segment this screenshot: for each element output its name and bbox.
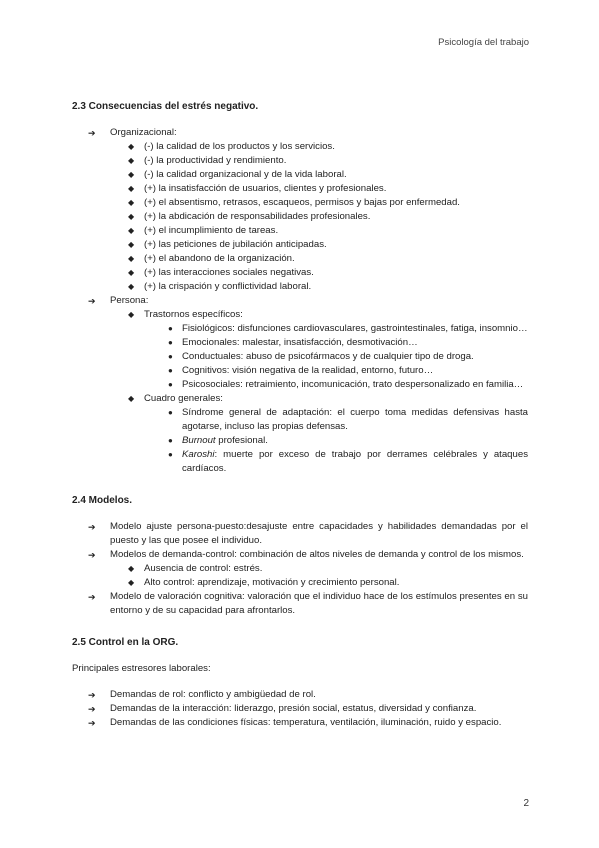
- list-item: [72, 520, 528, 548]
- persona-sublist: [110, 308, 528, 476]
- list-item: [72, 562, 528, 576]
- list-item: [72, 688, 528, 702]
- emphasis-term: Karoshi: [182, 449, 215, 460]
- list-item: [72, 590, 528, 618]
- list-item: [72, 224, 528, 238]
- arrow-bullet-icon: ➔: [88, 296, 96, 306]
- diamond-bullet-icon: ◆: [128, 254, 135, 263]
- list-item-text: Conductuales: abuso de psicofármacos y de cualquier tipo de droga.: [182, 351, 474, 362]
- list-item: [72, 168, 528, 182]
- list-item: [72, 448, 528, 476]
- demanda-control-sublist: [110, 562, 528, 590]
- list-item-text: (-) la calidad de los productos y los servicios.: [144, 141, 335, 152]
- list-item-text: Modelo de valoración cognitiva: valoración que el individuo hace de los estímulos presentes en su entorno y de su capacidad para afrontarlos.: [110, 591, 528, 616]
- list-item-text: (+) la abdicación de responsabilidades profesionales.: [144, 211, 371, 222]
- list-item: [72, 322, 528, 336]
- list-item-text: (-) la calidad organizacional y de la vida laboral.: [144, 169, 347, 180]
- list-item-text: Emocionales: malestar, insatisfacción, desmotivación…: [182, 337, 418, 348]
- arrow-bullet-icon: ➔: [88, 718, 96, 728]
- list-item-organizacional: [72, 126, 528, 294]
- list-item: [72, 266, 528, 280]
- list-item-text: (+) la insatisfacción de usuarios, clientes y profesionales.: [144, 183, 387, 194]
- diamond-bullet-icon: ◆: [128, 394, 135, 403]
- list-item-text: (+) las interacciones sociales negativas.: [144, 267, 314, 278]
- list-item: [72, 210, 528, 224]
- list-item: [72, 548, 528, 590]
- list-item-text: (+) el absentismo, retrasos, escaqueos, permisos y bajas por enfermedad.: [144, 197, 460, 208]
- list-item-cuadro: [72, 392, 528, 476]
- diamond-bullet-icon: ◆: [128, 184, 135, 193]
- diamond-bullet-icon: ◆: [128, 310, 135, 319]
- list-item: [72, 140, 528, 154]
- list-item-label: Organizacional:: [110, 127, 177, 138]
- list-item-text: Síndrome general de adaptación: el cuerpo toma medidas defensivas hasta agotarse, incluso las propias defensas.: [182, 407, 528, 432]
- list-item-text: (+) el abandono de la organización.: [144, 253, 295, 264]
- trastornos-sublist: [144, 322, 528, 392]
- running-header: Psicología del trabajo: [438, 37, 529, 48]
- arrow-bullet-icon: ➔: [88, 128, 96, 138]
- models-list: [72, 520, 528, 618]
- diamond-bullet-icon: ◆: [128, 156, 135, 165]
- diamond-bullet-icon: ◆: [128, 226, 135, 235]
- diamond-bullet-icon: ◆: [128, 240, 135, 249]
- dot-bullet-icon: ●: [168, 408, 173, 417]
- list-item-text: Ausencia de control: estrés.: [144, 563, 263, 574]
- diamond-bullet-icon: ◆: [128, 564, 135, 573]
- diamond-bullet-icon: ◆: [128, 282, 135, 291]
- dot-bullet-icon: ●: [168, 380, 173, 389]
- list-item-text: Modelos de demanda-control: combinación de altos niveles de demanda y control de los mismos.: [110, 549, 524, 560]
- list-item: [72, 576, 528, 590]
- list-item-text: Fisiológicos: disfunciones cardiovasculares, gastrointestinales, fatiga, insomnio…: [182, 323, 528, 334]
- diamond-bullet-icon: ◆: [128, 212, 135, 221]
- list-item-text: Alto control: aprendizaje, motivación y crecimiento personal.: [144, 577, 400, 588]
- list-item-text: profesional.: [215, 435, 268, 446]
- dot-bullet-icon: ●: [168, 450, 173, 459]
- list-item-text: Demandas de la interacción: liderazgo, presión social, estatus, diversidad y confianza.: [110, 703, 477, 714]
- dot-bullet-icon: ●: [168, 366, 173, 375]
- dot-bullet-icon: ●: [168, 338, 173, 347]
- list-item: [72, 350, 528, 364]
- list-item-label: Persona:: [110, 295, 149, 306]
- list-item-text: Demandas de las condiciones físicas: temperatura, ventilación, iluminación, ruido y espacio.: [110, 717, 502, 728]
- list-item: [72, 238, 528, 252]
- diamond-bullet-icon: ◆: [128, 578, 135, 587]
- list-item: [72, 196, 528, 210]
- list-item: [72, 252, 528, 266]
- dot-bullet-icon: ●: [168, 352, 173, 361]
- list-item-label: Cuadro generales:: [144, 393, 223, 404]
- list-item-text: (+) las peticiones de jubilación anticipadas.: [144, 239, 327, 250]
- arrow-bullet-icon: ➔: [88, 690, 96, 700]
- list-item-text: (+) la crispación y conflictividad laboral.: [144, 281, 312, 292]
- arrow-bullet-icon: ➔: [88, 550, 96, 560]
- arrow-bullet-icon: ➔: [88, 522, 96, 532]
- list-item-trastornos: [72, 308, 528, 392]
- diamond-bullet-icon: ◆: [128, 198, 135, 207]
- page-number: 2: [523, 798, 529, 809]
- organizacional-sublist: [110, 140, 528, 294]
- diamond-bullet-icon: ◆: [128, 268, 135, 277]
- list-item-text: Demandas de rol: conflicto y ambigüedad de rol.: [110, 689, 316, 700]
- consequences-list: [72, 126, 528, 476]
- list-item-persona: [72, 294, 528, 476]
- emphasis-term: Burnout: [182, 435, 216, 446]
- list-item-text: (+) el incumplimiento de tareas.: [144, 225, 279, 236]
- list-item: [72, 378, 528, 392]
- diamond-bullet-icon: ◆: [128, 142, 135, 151]
- list-item: [72, 336, 528, 350]
- dot-bullet-icon: ●: [168, 436, 173, 445]
- list-item-text: (-) la productividad y rendimiento.: [144, 155, 287, 166]
- list-item: [72, 280, 528, 294]
- diamond-bullet-icon: ◆: [128, 170, 135, 179]
- list-item-text: Cognitivos: visión negativa de la realidad, entorno, futuro…: [182, 365, 434, 376]
- list-item: [72, 702, 528, 716]
- list-item: [72, 154, 528, 168]
- list-item: [72, 406, 528, 434]
- stressors-intro: Principales estresores laborales:: [72, 663, 211, 674]
- dot-bullet-icon: ●: [168, 324, 173, 333]
- page-content: [72, 100, 528, 730]
- list-item: [72, 716, 528, 730]
- list-item-text: Modelo ajuste persona-puesto:desajuste entre capacidades y habilidades demandadas por el puesto y las que posee el individuo.: [110, 521, 528, 546]
- list-item: [72, 364, 528, 378]
- section-2-5-title: 2.5 Control en la ORG.: [72, 637, 179, 648]
- cuadro-sublist: [144, 406, 528, 476]
- list-item: [72, 434, 528, 448]
- list-item: [72, 182, 528, 196]
- section-2-3-title: 2.3 Consecuencias del estrés negativo.: [72, 101, 259, 112]
- list-item-text: : muerte por exceso de trabajo por derrames celébrales y ataques cardíacos.: [182, 449, 528, 474]
- stressors-list: [72, 688, 528, 730]
- list-item-label: Trastornos específicos:: [144, 309, 243, 320]
- arrow-bullet-icon: ➔: [88, 592, 96, 602]
- arrow-bullet-icon: ➔: [88, 704, 96, 714]
- section-2-4-title: 2.4 Modelos.: [72, 495, 133, 506]
- list-item-text: Psicosociales: retraimiento, incomunicación, trato despersonalizado en familia…: [182, 379, 524, 390]
